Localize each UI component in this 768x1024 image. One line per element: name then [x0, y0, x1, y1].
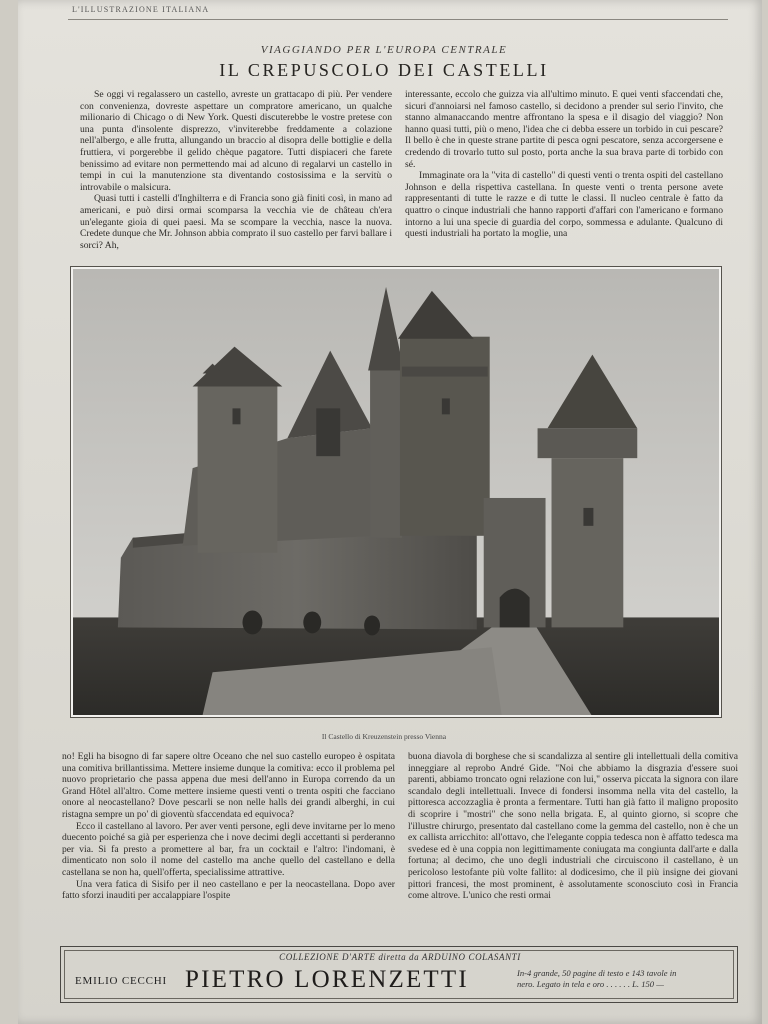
photo-caption: Il Castello di Kreuzenstein presso Vienna — [321, 732, 447, 741]
ad-series: COLLEZIONE D'ARTE diretta da ARDUINO COLASANTI — [279, 952, 521, 962]
ad-details-line: nero. Legato in tela e oro . . . . . . L. 150 — — [517, 979, 664, 989]
paragraph: interessante, eccolo che guizza via all'ultimo minuto. E quei venti sfaccendati che, sicuri d'annoiarsi nel famoso castello, si decidono a prender sul serio l'invito, che stanno almanaccando mentre affrontano la spesa e il disagio del viaggio? Non hanno quasi tutti, più o meno, l'idea che ci debba essere un torbido in cui pescare? Il bello è che in queste strane partite di pesca ogni pescatore, senza accorgersene e credendo di trovarlo tutto sul posto, porta anche la sua brava parte di torbido con sé. — [405, 89, 723, 170]
article-title: IL CREPUSCOLO DEI CASTELLI — [219, 60, 549, 80]
paragraph: no! Egli ha bisogno di far sapere oltre Oceano che nel suo castello europeo è ospitata una comitiva brillantissima. Mettere insieme dunque la comitiva: ecco il problema pel nuovo proprietario che passa appena due mesi dell'anno in Europa correndo da un Grand Hôtel all'altro. Come mettere insieme questi venti o trenta ospiti che facciano onore al neocastellano? Dove pescarli se non nelle halls dei grandi alberghi, in cui ristagna sempre un po' di gioventù sfaccendata ed equivoca? — [62, 751, 395, 820]
castle-illustration — [73, 269, 719, 715]
ad-details-line: In-4 grande, 50 pagine di testo e 143 tavole in — [517, 968, 677, 978]
castle-photograph — [70, 266, 722, 718]
paragraph: Quasi tutti i castelli d'Inghilterra e di Francia sono già finiti così, in mano ad americani, e può dirsi ormai scomparsa la vecchia vie de château ch'era un'elegante gioia di quei paesi. Ma se scompare la vecchia, nasce la nuova. Credete dunque che Mr. Johnson abbia comprato il suo castello per farvi ballare i sorci? Ah, — [80, 193, 392, 251]
running-head: L'ILLUSTRAZIONE ITALIANA — [72, 5, 210, 14]
paragraph: Se oggi vi regalassero un castello, avreste un grattacapo di più. Per vendere con convenienza, dovreste aspettare un compratore americano, un qualche milionario di Chicago o di New York. Questi discuterebbe le vostre pretese con una punta d'insolente disprezzo, v'inviterebbe freddamente a colazione nell'albergo, e alle frutta, allungando un braccio al disopra delle bottiglie e della fruttiera, vi porgerebbe il gelido chèque pagatore. Tutti dispiaceri che farete benissimo ad evitare non permettendo mai ad alcuno di regalarvi un castello in tempi in cui la manutenzione sta diventando costosissima e la servitù o introvabile o malsicura. — [80, 89, 392, 193]
text-column-3 — [62, 751, 395, 937]
article-kicker: VIAGGIANDO PER L'EUROPA CENTRALE — [260, 44, 508, 56]
book-advertisement — [60, 946, 738, 1003]
ad-details — [517, 968, 731, 990]
paragraph: Una vera fatica di Sisifo per il neo castellano e per la neocastellana. Dopo aver fatto sforzi inauditi per accalappiare l'ospite — [62, 878, 395, 902]
text-column-4 — [408, 751, 738, 937]
ad-book-title: PIETRO LORENZETTI — [185, 966, 469, 993]
text-column-1 — [80, 89, 392, 261]
header-rule — [68, 19, 728, 20]
paragraph: buona diavola di borghese che si scandalizza al sentire gli intellettuali della comitiva inneggiare al reprobo André Gide. "Noi che abbiamo la disgrazia d'essere suoi parenti, abbiamo troncato ogni relazione con lui," osserva piccata la signora con ilare scandalo degli intellettuali. Invece di fondersi insomma nella vita del castello, la pittoresca accozzaglia è pronta a fermentare. Tutti han già fatto il maligno proposito di scoprire i "mostri" che sono nella brigata. E, al quinto giorno, si scopre che l'illustre chirurgo, presentato dal castellano come la gemma del castello, non è che un ex callista arricchito: all'ottavo, che l'elegante coppia tedesca non è affatto tedesca ma svedese ed è una coppia non legittimamente coniugata ma congiunta dall'arte e dalla fortuna; al decimo, che uno degli industriali che circuiscono il castellano, è un pericoloso lestofante più volte fallito: al dodicesimo, che il più insigne dei giovani pittori francesi, the most prominent, è assolutamente sconosciuto così in Francia come altrove. L'unico che resti ormai — [408, 751, 738, 902]
ad-author: EMILIO CECCHI — [75, 975, 167, 987]
text-column-2 — [405, 89, 723, 261]
paragraph: Immaginate ora la "vita di castello" di questi venti o trenta ospiti del castellano Johnson e della rispettiva castellana. In queste venti o trenta persone avete rappresentanti di tutte le razze e di tutte le classi. Il nucleo centrale è fatto da quattro o cinque industriali che hanno rapporti d'affari con l'americano e formano intorno a lui una specie di guardia del corpo, sommessa e adulante. Qualcuno di questi industriali ha portato la moglie, una — [405, 170, 723, 240]
paragraph: Ecco il castellano al lavoro. Per aver venti persone, egli deve invitarne per lo meno duecento poiché sa già per esperienza che i nove decimi degli accettanti si perderanno per via. Si fa presto a promettere al bar, fra un cocktail e l'altro: l'indomani, è dimenticato non solo il nome del castello ma anche quello del castellano e della castellana se non ha, quell'offerta, specialissime attrattive. — [62, 820, 395, 878]
